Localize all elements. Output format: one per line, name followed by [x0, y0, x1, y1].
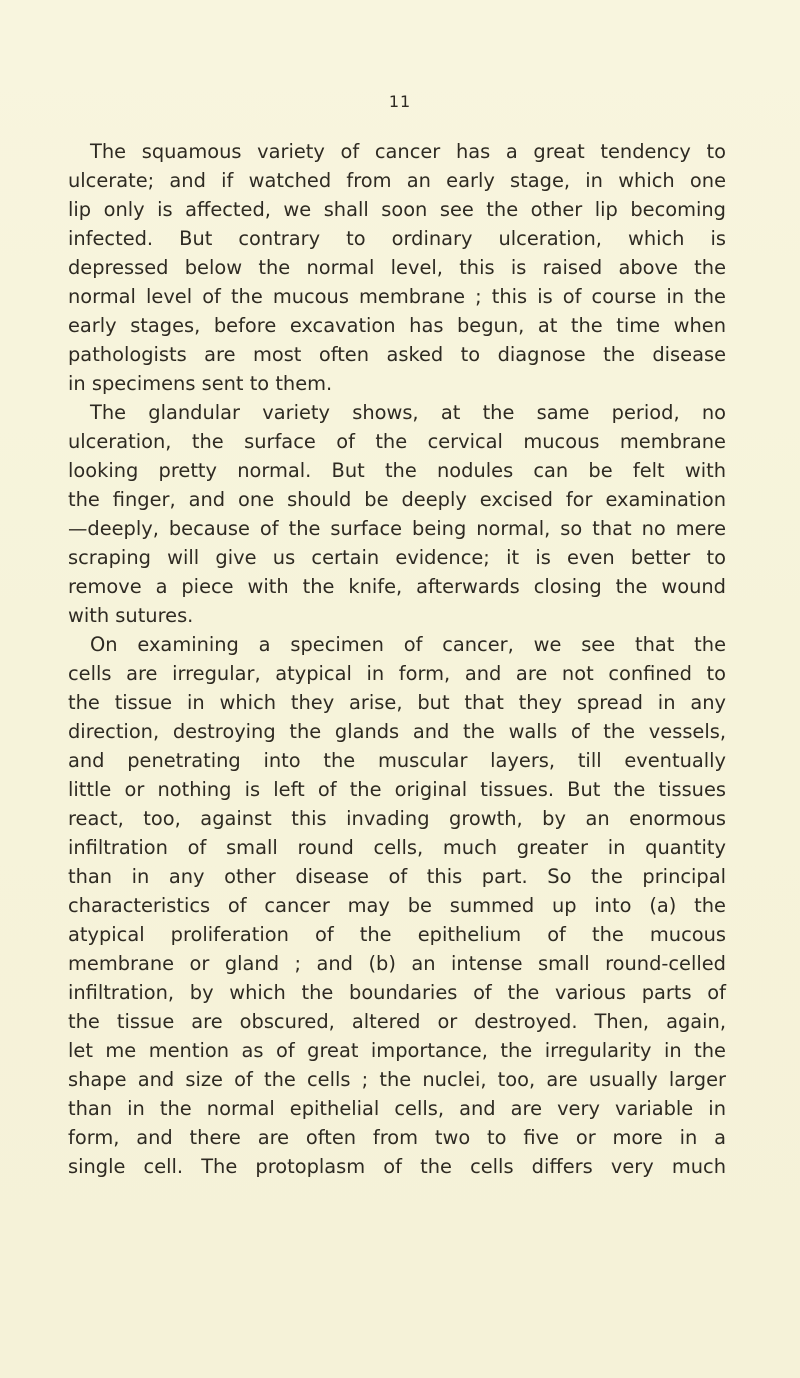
text-line: and penetrating into the muscular layers, till eventually — [68, 749, 726, 772]
body-text — [68, 137, 726, 1181]
text-line: pathologists are most often asked to diagnose the disease — [68, 343, 726, 366]
text-line: the tissue are obscured, altered or destroyed. Then, again, — [68, 1010, 726, 1033]
text-line: in specimens sent to them. — [68, 372, 333, 395]
text-line: little or nothing is left of the original tissues. But the tissues — [68, 778, 726, 801]
text-line: depressed below the normal level, this is raised above the — [68, 256, 726, 279]
text-line: direction, destroying the glands and the walls of the vessels, — [68, 720, 726, 743]
text-line: On examining a specimen of cancer, we see that the — [90, 633, 726, 656]
text-line: than in any other disease of this part. So the principal — [68, 865, 726, 888]
text-line: ulcerate; and if watched from an early stage, in which one — [68, 169, 726, 192]
text-line: normal level of the mucous membrane ; this is of course in the — [68, 285, 726, 308]
page-number: 11 — [388, 92, 412, 111]
text-line: The glandular variety shows, at the same period, no — [90, 401, 726, 424]
text-line: cells are irregular, atypical in form, and are not confined to — [68, 662, 726, 685]
text-line: single cell. The protoplasm of the cells differs very much — [68, 1155, 726, 1178]
text-line: the finger, and one should be deeply excised for examination — [68, 488, 726, 511]
text-line: with sutures. — [68, 604, 194, 627]
text-line: infiltration, by which the boundaries of the various parts of — [68, 981, 726, 1004]
text-line: form, and there are often from two to five or more in a — [68, 1126, 726, 1149]
text-line: infected. But contrary to ordinary ulceration, which is — [68, 227, 726, 250]
text-line: shape and size of the cells ; the nuclei, too, are usually larger — [68, 1068, 726, 1091]
text-line: looking pretty normal. But the nodules can be felt with — [68, 459, 726, 482]
text-line: scraping will give us certain evidence; it is even better to — [68, 546, 726, 569]
text-line: than in the normal epithelial cells, and are very variable in — [68, 1097, 726, 1120]
text-line: early stages, before excavation has begun, at the time when — [68, 314, 726, 337]
text-line: membrane or gland ; and (b) an intense small round-celled — [68, 952, 726, 975]
text-line: lip only is affected, we shall soon see the other lip becoming — [68, 198, 726, 221]
text-line: infiltration of small round cells, much greater in quantity — [68, 836, 726, 859]
text-line: let me mention as of great importance, the irregularity in the — [68, 1039, 726, 1062]
text-line: react, too, against this invading growth, by an enormous — [68, 807, 726, 830]
text-line: characteristics of cancer may be summed up into (a) the — [68, 894, 726, 917]
text-line: the tissue in which they arise, but that they spread in any — [68, 691, 726, 714]
text-line: ulceration, the surface of the cervical mucous membrane — [68, 430, 726, 453]
text-line: remove a piece with the knife, afterwards closing the wound — [68, 575, 726, 598]
text-line: The squamous variety of cancer has a great tendency to — [90, 140, 726, 163]
text-line: —deeply, because of the surface being normal, so that no mere — [68, 517, 726, 540]
text-line: atypical proliferation of the epithelium of the mucous — [68, 923, 726, 946]
